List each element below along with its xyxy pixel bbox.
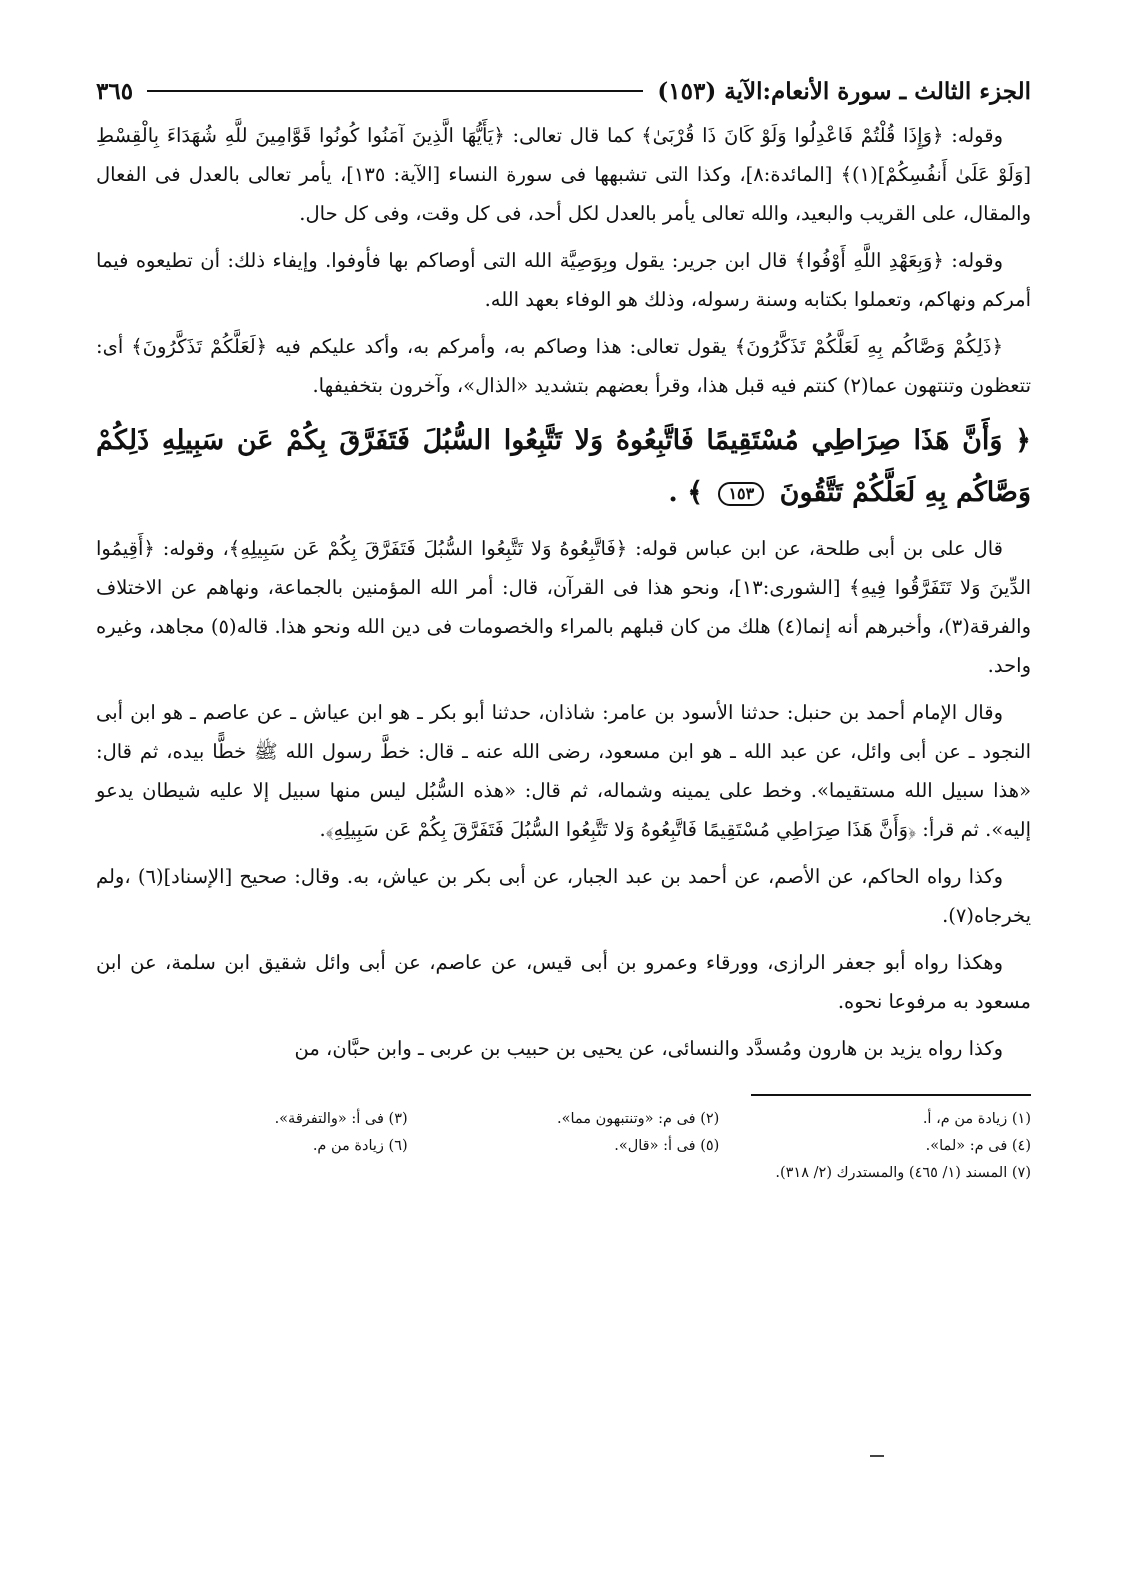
paragraph-4: قال على بن أبى طلحة، عن ابن عباس قوله: ﴿فَاتَّبِعُوهُ وَلا تَتَّبِعُوا السُّبُلَ فَتَفَرَّقَ بِكُمْ عَن سَبِيلِهِ﴾، وقوله: ﴿أَقِيمُوا الدِّينَ وَلا تَتَفَرَّقُوا فِيهِ﴾ [الشورى:١٣]، ونحو هذا فى القرآن، قال: أمر الله المؤمنين بالجماعة، ونهاهم عن الاختلاف والفرقة(٣)، وأخبرهم أنه إنما(٤) هلك من كان قبلهم بالمراء والخصومات فى دين الله ونحو هذا. قاله(٥) مجاهد، وغيره واحد.: [96, 537, 1032, 677]
footnote-4: (٤) فى م: «لما».: [925, 1138, 1031, 1154]
verse-closing: ﴾ .: [668, 477, 704, 508]
footnote-row: [96, 1133, 1031, 1160]
paragraph-6: وكذا رواه الحاكم، عن الأصم، عن أحمد بن عبد الجبار، عن أبى بكر بن عياش، به. وقال: صحيح [الإسناد](٦) ،ولم يخرجاه(٧).: [96, 865, 1031, 927]
ayah-number-marker: ١٥٣: [718, 482, 764, 506]
verse-text: ﴿ وَأَنَّ هَذَا صِرَاطِي مُسْتَقِيمًا فَاتَّبِعُوهُ وَلا تَتَّبِعُوا السُّبُلَ فَتَفَرَّقَ بِكُمْ عَن سَبِيلِهِ ذَلِكُمْ وَصَّاكُم بِهِ لَعَلَّكُمْ تَتَّقُونَ: [96, 425, 1031, 508]
running-header: [96, 70, 1031, 112]
quran-verse: [96, 415, 1031, 519]
paragraph-5: وقال الإمام أحمد بن حنبل: حدثنا الأسود بن عامر: شاذان، حدثنا أبو بكر ـ هو ابن عياش ـ عن عاصم ـ هو ابن أبى النجود ـ عن أبى وائل، عن عبد الله ـ هو ابن مسعود، رضى الله عنه ـ قال: خطَّ رسول الله ﷺ خطًّا بيده، ثم قال: «هذا سبيل الله مستقيما». وخط على يمينه وشماله، ثم قال: «هذه السُّبُل ليس منها سبيل إلا عليه شيطان يدعو إليه». ثم قرأ: ﴿وَأَنَّ هَذَا صِرَاطِي مُسْتَقِيمًا فَاتَّبِعُوهُ وَلا تَتَّبِعُوا السُّبُلَ فَتَفَرَّقَ بِكُمْ عَن سَبِيلِهِ﴾.: [96, 701, 1031, 841]
header-rule: [147, 90, 643, 92]
footnotes: [96, 1106, 1031, 1187]
footnote-2: (٢) فى م: «وتنتبهون مما».: [556, 1111, 720, 1127]
footnote-row: [96, 1106, 1031, 1133]
page-number: ٣٦٥: [96, 77, 134, 105]
paragraph-8: وكذا رواه يزيد بن هارون ومُسدَّد والنسائى، عن يحيى بن حبيب بن عربى ـ وابن حبَّان، من: [294, 1037, 1003, 1060]
stray-mark: [870, 1455, 884, 1457]
document-page: [96, 70, 1031, 1530]
footnote-7: (٧) المسند (١/ ٤٦٥) والمستدرك (٢/ ٣١٨).: [775, 1165, 1031, 1181]
footnote-5: (٥) فى أ: «قال».: [614, 1138, 720, 1154]
footnote-row: [96, 1160, 1031, 1187]
paragraph-1: وقوله: ﴿وَإِذَا قُلْتُمْ فَاعْدِلُوا وَلَوْ كَانَ ذَا قُرْبَىٰ﴾ كما قال تعالى: ﴿يَأَيُّهَا الَّذِينَ آمَنُوا كُونُوا قَوَّامِينَ للَّهِ شُهَدَاءَ بِالْقِسْطِ [وَلَوْ عَلَىٰ أَنفُسِكُمْ](١)﴾ [المائدة:٨]، وكذا التى تشبهها فى سورة النساء [الآية: ١٣٥]، يأمر تعالى بالعدل فى الفعال والمقال، على القريب والبعيد، والله تعالى يأمر بالعدل لكل أحد، فى كل وقت، وفى كل حال.: [96, 124, 1031, 225]
main-text: [96, 116, 1031, 1068]
paragraph-2: وقوله: ﴿وَبِعَهْدِ اللَّهِ أَوْفُوا﴾ قال ابن جرير: يقول وبِوَصِيَّة الله التى أوصاكم بها فأوفوا. وإيفاء ذلك: أن تطيعوه فيما أمركم ونهاكم، وتعملوا بكتابه وسنة رسوله، وذلك هو الوفاء بعهد الله.: [96, 249, 1031, 311]
footnote-3: (٣) فى أ: «والتفرقة».: [274, 1111, 408, 1127]
footnote-6: (٦) زيادة من م.: [312, 1138, 408, 1154]
paragraph-3: ﴿ذَلِكُمْ وَصَّاكُم بِهِ لَعَلَّكُمْ تَذَكَّرُونَ﴾ يقول تعالى: هذا وصاكم به، وأمركم به، وأكد عليكم فيه ﴿لَعَلَّكُمْ تَذَكَّرُونَ﴾ أى: تتعظون وتنتهون عما(٢) كنتم فيه قبل هذا، وقرأ بعضهم بتشديد «الذال»، وآخرون بتخفيفها.: [96, 335, 1031, 397]
paragraph-7: وهكذا رواه أبو جعفر الرازى، وورقاء وعمرو بن أبى قيس، عن عاصم، عن أبى وائل شقيق ابن سلمة، عن ابن مسعود به مرفوعا نحوه.: [96, 951, 1031, 1013]
footnote-1: (١) زيادة من م، أ.: [922, 1111, 1031, 1127]
header-title: الجزء الثالث ـ سورة الأنعام:الآية (١٥٣): [657, 77, 1031, 105]
footnote-separator: [751, 1094, 1031, 1096]
